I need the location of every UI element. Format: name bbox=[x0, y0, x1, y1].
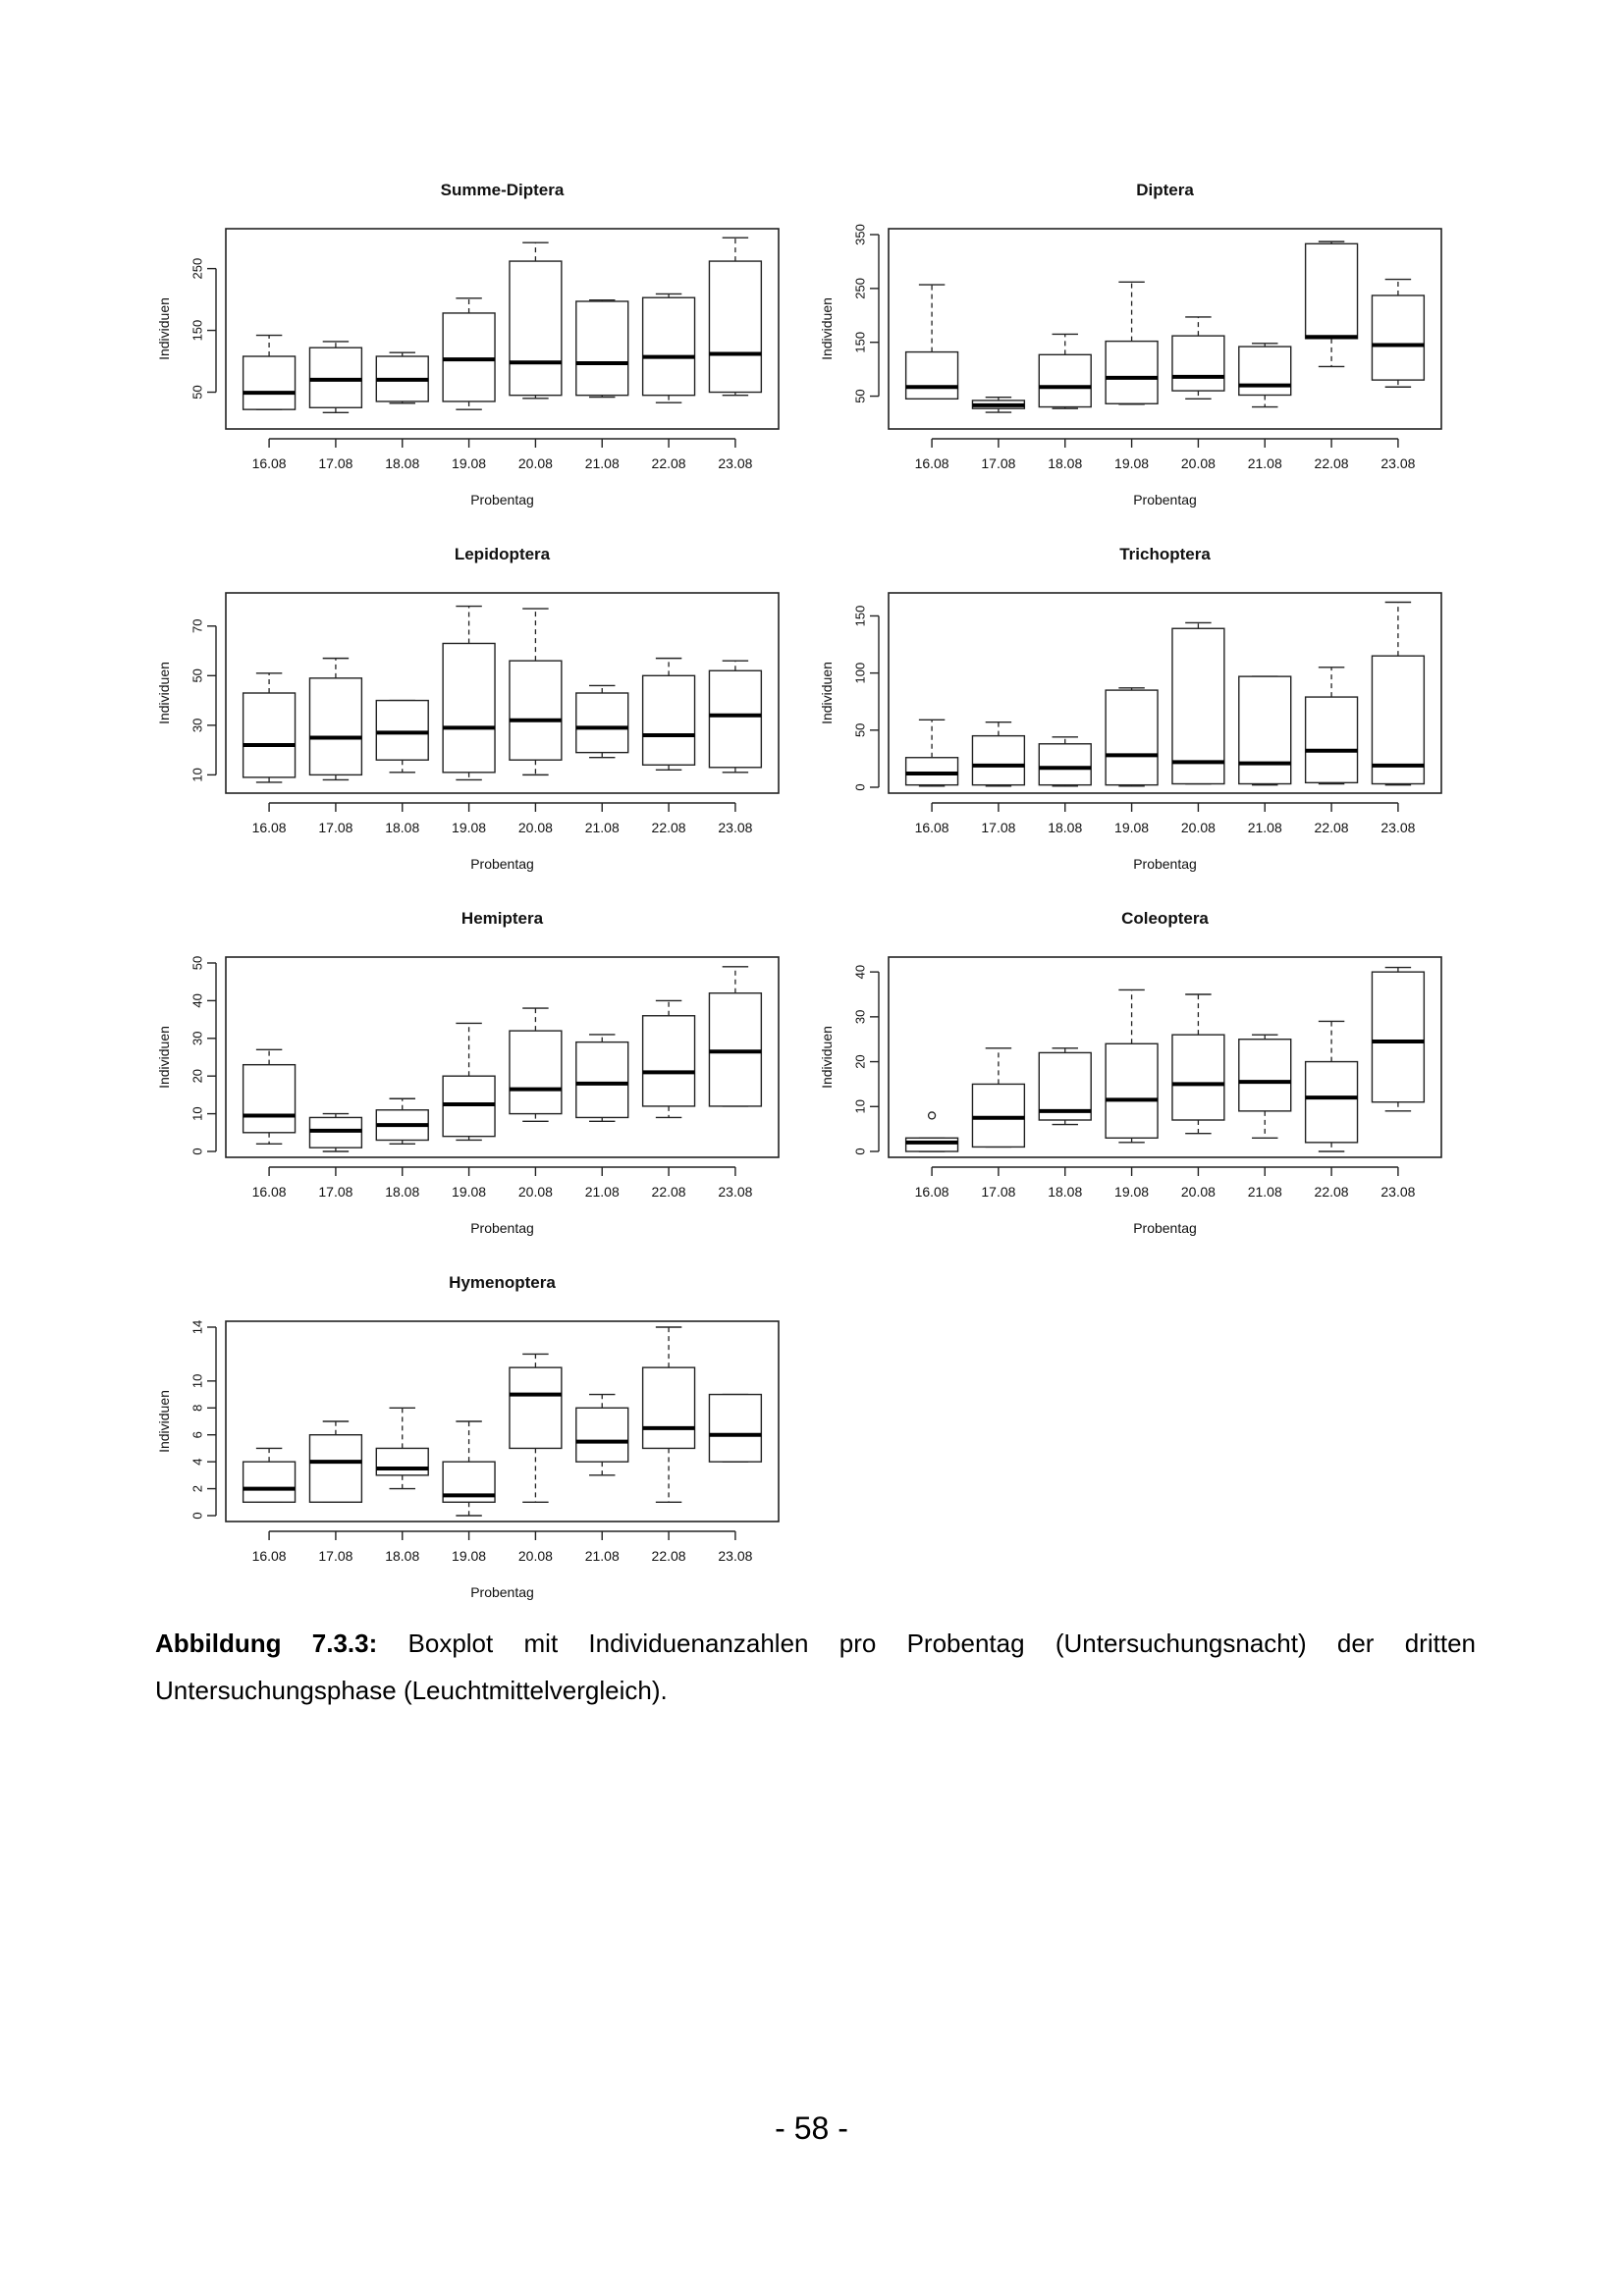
box-iqr bbox=[576, 301, 628, 396]
box-iqr bbox=[443, 643, 495, 772]
chart-title: Trichoptera bbox=[1119, 545, 1211, 563]
box-17.08 bbox=[972, 398, 1024, 412]
y-tick-label: 0 bbox=[189, 1512, 205, 1520]
box-iqr bbox=[972, 736, 1024, 785]
plot-summe-diptera bbox=[156, 181, 779, 507]
box-21.08 bbox=[576, 1395, 628, 1475]
box-iqr bbox=[1372, 972, 1424, 1102]
box-23.08 bbox=[1372, 968, 1424, 1111]
box-22.08 bbox=[1306, 1021, 1358, 1151]
box-18.08 bbox=[376, 1408, 428, 1488]
x-tick-label: 21.08 bbox=[584, 820, 620, 835]
y-tick-label: 40 bbox=[852, 964, 868, 980]
chart-title: Summe-Diptera bbox=[440, 181, 565, 199]
plot-frame bbox=[226, 1321, 779, 1522]
y-tick-label: 4 bbox=[189, 1458, 205, 1466]
box-19.08 bbox=[443, 298, 495, 409]
x-tick-label: 22.08 bbox=[1314, 1184, 1349, 1200]
box-19.08 bbox=[1106, 282, 1158, 404]
plot-frame bbox=[226, 957, 779, 1157]
x-tick-label: 16.08 bbox=[251, 820, 287, 835]
box-20.08 bbox=[1172, 994, 1224, 1134]
x-tick-label: 18.08 bbox=[385, 820, 420, 835]
x-tick-label: 22.08 bbox=[651, 455, 686, 471]
y-tick-label: 350 bbox=[852, 224, 868, 245]
x-axis-label: Probentag bbox=[470, 1584, 534, 1600]
box-18.08 bbox=[376, 701, 428, 773]
x-tick-label: 19.08 bbox=[1114, 820, 1150, 835]
box-iqr bbox=[510, 1367, 562, 1448]
box-iqr bbox=[709, 1395, 761, 1463]
box-iqr bbox=[376, 701, 428, 761]
x-tick-label: 23.08 bbox=[718, 455, 753, 471]
box-22.08 bbox=[1306, 667, 1358, 784]
x-tick-label: 21.08 bbox=[1247, 455, 1282, 471]
box-iqr bbox=[1372, 295, 1424, 380]
box-17.08 bbox=[309, 1114, 361, 1151]
x-tick-label: 20.08 bbox=[517, 1548, 553, 1564]
x-axis-label: Probentag bbox=[470, 1220, 534, 1236]
box-21.08 bbox=[576, 1035, 628, 1121]
box-16.08 bbox=[243, 1049, 296, 1144]
x-tick-label: 22.08 bbox=[651, 1548, 686, 1564]
x-tick-label: 19.08 bbox=[452, 455, 487, 471]
plot-frame bbox=[889, 229, 1441, 429]
x-tick-label: 20.08 bbox=[517, 820, 553, 835]
x-tick-label: 18.08 bbox=[1048, 455, 1083, 471]
chart-title: Coleoptera bbox=[1121, 909, 1209, 928]
plot-lepidoptera bbox=[156, 545, 779, 872]
box-23.08 bbox=[1372, 602, 1424, 784]
x-tick-label: 22.08 bbox=[1314, 455, 1349, 471]
figure-caption bbox=[155, 1620, 1476, 1714]
y-tick-label: 10 bbox=[852, 1099, 868, 1114]
box-21.08 bbox=[1239, 344, 1291, 407]
y-tick-label: 150 bbox=[852, 605, 868, 627]
box-19.08 bbox=[443, 1421, 495, 1516]
y-tick-label: 50 bbox=[189, 668, 205, 683]
box-iqr bbox=[1306, 697, 1358, 782]
x-tick-label: 17.08 bbox=[981, 455, 1016, 471]
box-19.08 bbox=[1106, 989, 1158, 1142]
x-tick-label: 23.08 bbox=[1380, 1184, 1416, 1200]
x-tick-label: 23.08 bbox=[718, 1548, 753, 1564]
y-axis-label: Individuen bbox=[156, 1390, 172, 1453]
x-tick-label: 20.08 bbox=[1180, 820, 1216, 835]
x-tick-label: 17.08 bbox=[318, 455, 353, 471]
x-tick-label: 22.08 bbox=[1314, 820, 1349, 835]
x-axis-label: Probentag bbox=[470, 492, 534, 507]
box-19.08 bbox=[443, 1023, 495, 1140]
x-tick-label: 18.08 bbox=[385, 1184, 420, 1200]
box-iqr bbox=[1239, 676, 1291, 783]
y-tick-label: 8 bbox=[189, 1404, 205, 1412]
box-16.08 bbox=[906, 1112, 958, 1151]
x-tick-label: 23.08 bbox=[718, 1184, 753, 1200]
box-23.08 bbox=[709, 1395, 761, 1463]
x-tick-label: 17.08 bbox=[981, 1184, 1016, 1200]
y-tick-label: 30 bbox=[189, 718, 205, 733]
box-20.08 bbox=[1172, 622, 1224, 783]
box-iqr bbox=[576, 693, 628, 753]
x-tick-label: 16.08 bbox=[251, 455, 287, 471]
box-iqr bbox=[1172, 1035, 1224, 1120]
box-20.08 bbox=[510, 609, 562, 774]
box-iqr bbox=[643, 1367, 695, 1448]
y-tick-label: 250 bbox=[852, 278, 868, 299]
plot-frame bbox=[226, 229, 779, 429]
y-tick-label: 40 bbox=[189, 993, 205, 1008]
box-iqr bbox=[1172, 336, 1224, 391]
chart-title: Lepidoptera bbox=[454, 545, 551, 563]
x-tick-label: 16.08 bbox=[914, 455, 949, 471]
box-iqr bbox=[972, 1084, 1024, 1147]
caption-label: Abbildung 7.3.3: bbox=[155, 1629, 378, 1658]
y-tick-label: 50 bbox=[852, 389, 868, 403]
box-iqr bbox=[709, 261, 761, 392]
box-iqr bbox=[1239, 347, 1291, 395]
y-axis-label: Individuen bbox=[819, 297, 835, 360]
box-17.08 bbox=[972, 722, 1024, 786]
x-tick-label: 22.08 bbox=[651, 1184, 686, 1200]
box-iqr bbox=[510, 261, 562, 396]
y-axis-label: Individuen bbox=[156, 662, 172, 724]
box-iqr bbox=[709, 670, 761, 768]
box-16.08 bbox=[243, 336, 296, 410]
page-number: - 58 - bbox=[775, 2110, 848, 2146]
box-22.08 bbox=[643, 659, 695, 771]
y-tick-label: 20 bbox=[189, 1068, 205, 1084]
box-iqr bbox=[243, 356, 296, 409]
x-tick-label: 17.08 bbox=[981, 820, 1016, 835]
box-20.08 bbox=[510, 1354, 562, 1502]
x-tick-label: 20.08 bbox=[1180, 1184, 1216, 1200]
x-axis-label: Probentag bbox=[1133, 492, 1197, 507]
x-tick-label: 22.08 bbox=[651, 820, 686, 835]
y-tick-label: 150 bbox=[189, 319, 205, 342]
box-19.08 bbox=[443, 607, 495, 780]
x-tick-label: 23.08 bbox=[1380, 455, 1416, 471]
box-iqr bbox=[1106, 1043, 1158, 1138]
x-tick-label: 18.08 bbox=[1048, 820, 1083, 835]
box-23.08 bbox=[709, 967, 761, 1106]
box-iqr bbox=[1306, 243, 1358, 339]
box-iqr bbox=[643, 297, 695, 395]
box-16.08 bbox=[243, 673, 296, 782]
x-tick-label: 21.08 bbox=[584, 1548, 620, 1564]
plot-hymenoptera bbox=[156, 1273, 779, 1600]
box-20.08 bbox=[510, 242, 562, 399]
x-tick-label: 20.08 bbox=[1180, 455, 1216, 471]
y-tick-label: 70 bbox=[189, 618, 205, 634]
y-tick-label: 10 bbox=[189, 1373, 205, 1389]
box-18.08 bbox=[1039, 334, 1091, 408]
x-tick-label: 21.08 bbox=[584, 1184, 620, 1200]
x-tick-label: 17.08 bbox=[318, 820, 353, 835]
y-tick-label: 2 bbox=[189, 1484, 205, 1493]
box-21.08 bbox=[1239, 676, 1291, 785]
x-tick-label: 19.08 bbox=[452, 1548, 487, 1564]
box-iqr bbox=[576, 1408, 628, 1462]
x-tick-label: 17.08 bbox=[318, 1548, 353, 1564]
x-tick-label: 17.08 bbox=[318, 1184, 353, 1200]
y-axis-label: Individuen bbox=[156, 1026, 172, 1089]
box-iqr bbox=[1106, 342, 1158, 404]
x-tick-label: 23.08 bbox=[1380, 820, 1416, 835]
x-tick-label: 19.08 bbox=[452, 1184, 487, 1200]
x-tick-label: 19.08 bbox=[452, 820, 487, 835]
y-tick-label: 50 bbox=[189, 955, 205, 971]
x-tick-label: 21.08 bbox=[1247, 1184, 1282, 1200]
box-22.08 bbox=[643, 1000, 695, 1117]
y-tick-label: 50 bbox=[852, 722, 868, 738]
box-iqr bbox=[576, 1042, 628, 1118]
y-axis-label: Individuen bbox=[819, 662, 835, 724]
y-tick-label: 14 bbox=[189, 1319, 205, 1335]
x-tick-label: 16.08 bbox=[251, 1184, 287, 1200]
x-tick-label: 18.08 bbox=[385, 455, 420, 471]
box-iqr bbox=[1239, 1040, 1291, 1111]
chart-title: Hymenoptera bbox=[449, 1273, 556, 1292]
x-tick-label: 20.08 bbox=[517, 455, 553, 471]
x-tick-label: 20.08 bbox=[517, 1184, 553, 1200]
box-17.08 bbox=[309, 342, 361, 412]
box-iqr bbox=[309, 678, 361, 775]
y-tick-label: 250 bbox=[189, 257, 205, 280]
y-tick-label: 10 bbox=[189, 768, 205, 782]
x-tick-label: 18.08 bbox=[1048, 1184, 1083, 1200]
box-16.08 bbox=[906, 285, 958, 399]
box-19.08 bbox=[1106, 688, 1158, 786]
x-tick-label: 21.08 bbox=[1247, 820, 1282, 835]
y-tick-label: 10 bbox=[189, 1106, 205, 1121]
box-17.08 bbox=[309, 659, 361, 780]
x-tick-label: 16.08 bbox=[914, 1184, 949, 1200]
x-tick-label: 18.08 bbox=[385, 1548, 420, 1564]
caption-text: Boxplot mit Individuenanzahlen pro Probentag (Untersuchungsnacht) der dritten Untersuchungsphase (Leuchtmittelvergleich). bbox=[155, 1629, 1476, 1705]
box-18.08 bbox=[376, 1098, 428, 1144]
box-iqr bbox=[243, 693, 296, 777]
box-iqr bbox=[309, 347, 361, 407]
box-18.08 bbox=[376, 352, 428, 403]
box-iqr bbox=[1039, 744, 1091, 785]
plot-coleoptera bbox=[819, 909, 1441, 1236]
x-tick-label: 19.08 bbox=[1114, 1184, 1150, 1200]
box-16.08 bbox=[243, 1448, 296, 1502]
x-tick-label: 23.08 bbox=[718, 820, 753, 835]
box-23.08 bbox=[709, 238, 761, 396]
box-iqr bbox=[1306, 1062, 1358, 1143]
box-21.08 bbox=[576, 300, 628, 398]
chart-title: Hemiptera bbox=[460, 909, 544, 928]
x-axis-label: Probentag bbox=[1133, 856, 1197, 872]
y-tick-label: 50 bbox=[189, 385, 205, 400]
y-axis-label: Individuen bbox=[156, 297, 172, 360]
plot-frame bbox=[889, 593, 1441, 793]
y-tick-label: 100 bbox=[852, 662, 868, 684]
box-iqr bbox=[510, 661, 562, 760]
plot-frame bbox=[226, 593, 779, 793]
box-iqr bbox=[443, 313, 495, 401]
box-23.08 bbox=[1372, 280, 1424, 388]
box-18.08 bbox=[1039, 737, 1091, 786]
y-tick-label: 20 bbox=[852, 1054, 868, 1069]
box-21.08 bbox=[576, 685, 628, 757]
plot-frame bbox=[889, 957, 1441, 1157]
y-axis-label: Individuen bbox=[819, 1026, 835, 1089]
plot-diptera bbox=[819, 181, 1441, 507]
y-tick-label: 150 bbox=[852, 331, 868, 353]
box-17.08 bbox=[309, 1421, 361, 1502]
box-iqr bbox=[376, 1448, 428, 1474]
y-tick-label: 6 bbox=[189, 1431, 205, 1439]
box-iqr bbox=[1039, 354, 1091, 406]
box-iqr bbox=[243, 1065, 296, 1133]
box-21.08 bbox=[1239, 1035, 1291, 1138]
x-axis-label: Probentag bbox=[1133, 1220, 1197, 1236]
x-tick-label: 16.08 bbox=[914, 820, 949, 835]
box-iqr bbox=[243, 1462, 296, 1502]
x-tick-label: 19.08 bbox=[1114, 455, 1150, 471]
box-18.08 bbox=[1039, 1048, 1091, 1125]
y-tick-label: 0 bbox=[852, 1148, 868, 1155]
box-23.08 bbox=[709, 661, 761, 773]
plot-trichoptera bbox=[819, 545, 1441, 872]
box-iqr bbox=[906, 352, 958, 400]
box-20.08 bbox=[510, 1008, 562, 1121]
y-tick-label: 0 bbox=[189, 1148, 205, 1155]
x-axis-label: Probentag bbox=[470, 856, 534, 872]
box-iqr bbox=[906, 758, 958, 785]
y-tick-label: 30 bbox=[852, 1009, 868, 1025]
outlier-point bbox=[929, 1112, 936, 1119]
plot-hemiptera bbox=[156, 909, 779, 1236]
box-22.08 bbox=[643, 294, 695, 402]
box-iqr bbox=[1106, 690, 1158, 785]
box-iqr bbox=[510, 1031, 562, 1113]
y-tick-label: 0 bbox=[852, 783, 868, 791]
x-tick-label: 16.08 bbox=[251, 1548, 287, 1564]
box-22.08 bbox=[643, 1327, 695, 1502]
chart-title: Diptera bbox=[1136, 181, 1194, 199]
box-16.08 bbox=[906, 720, 958, 785]
box-iqr bbox=[643, 675, 695, 765]
box-iqr bbox=[309, 1435, 361, 1503]
box-iqr bbox=[906, 1138, 958, 1151]
box-iqr bbox=[643, 1016, 695, 1106]
box-22.08 bbox=[1306, 241, 1358, 366]
box-20.08 bbox=[1172, 317, 1224, 399]
box-17.08 bbox=[972, 1048, 1024, 1148]
y-tick-label: 30 bbox=[189, 1031, 205, 1046]
x-tick-label: 21.08 bbox=[584, 455, 620, 471]
